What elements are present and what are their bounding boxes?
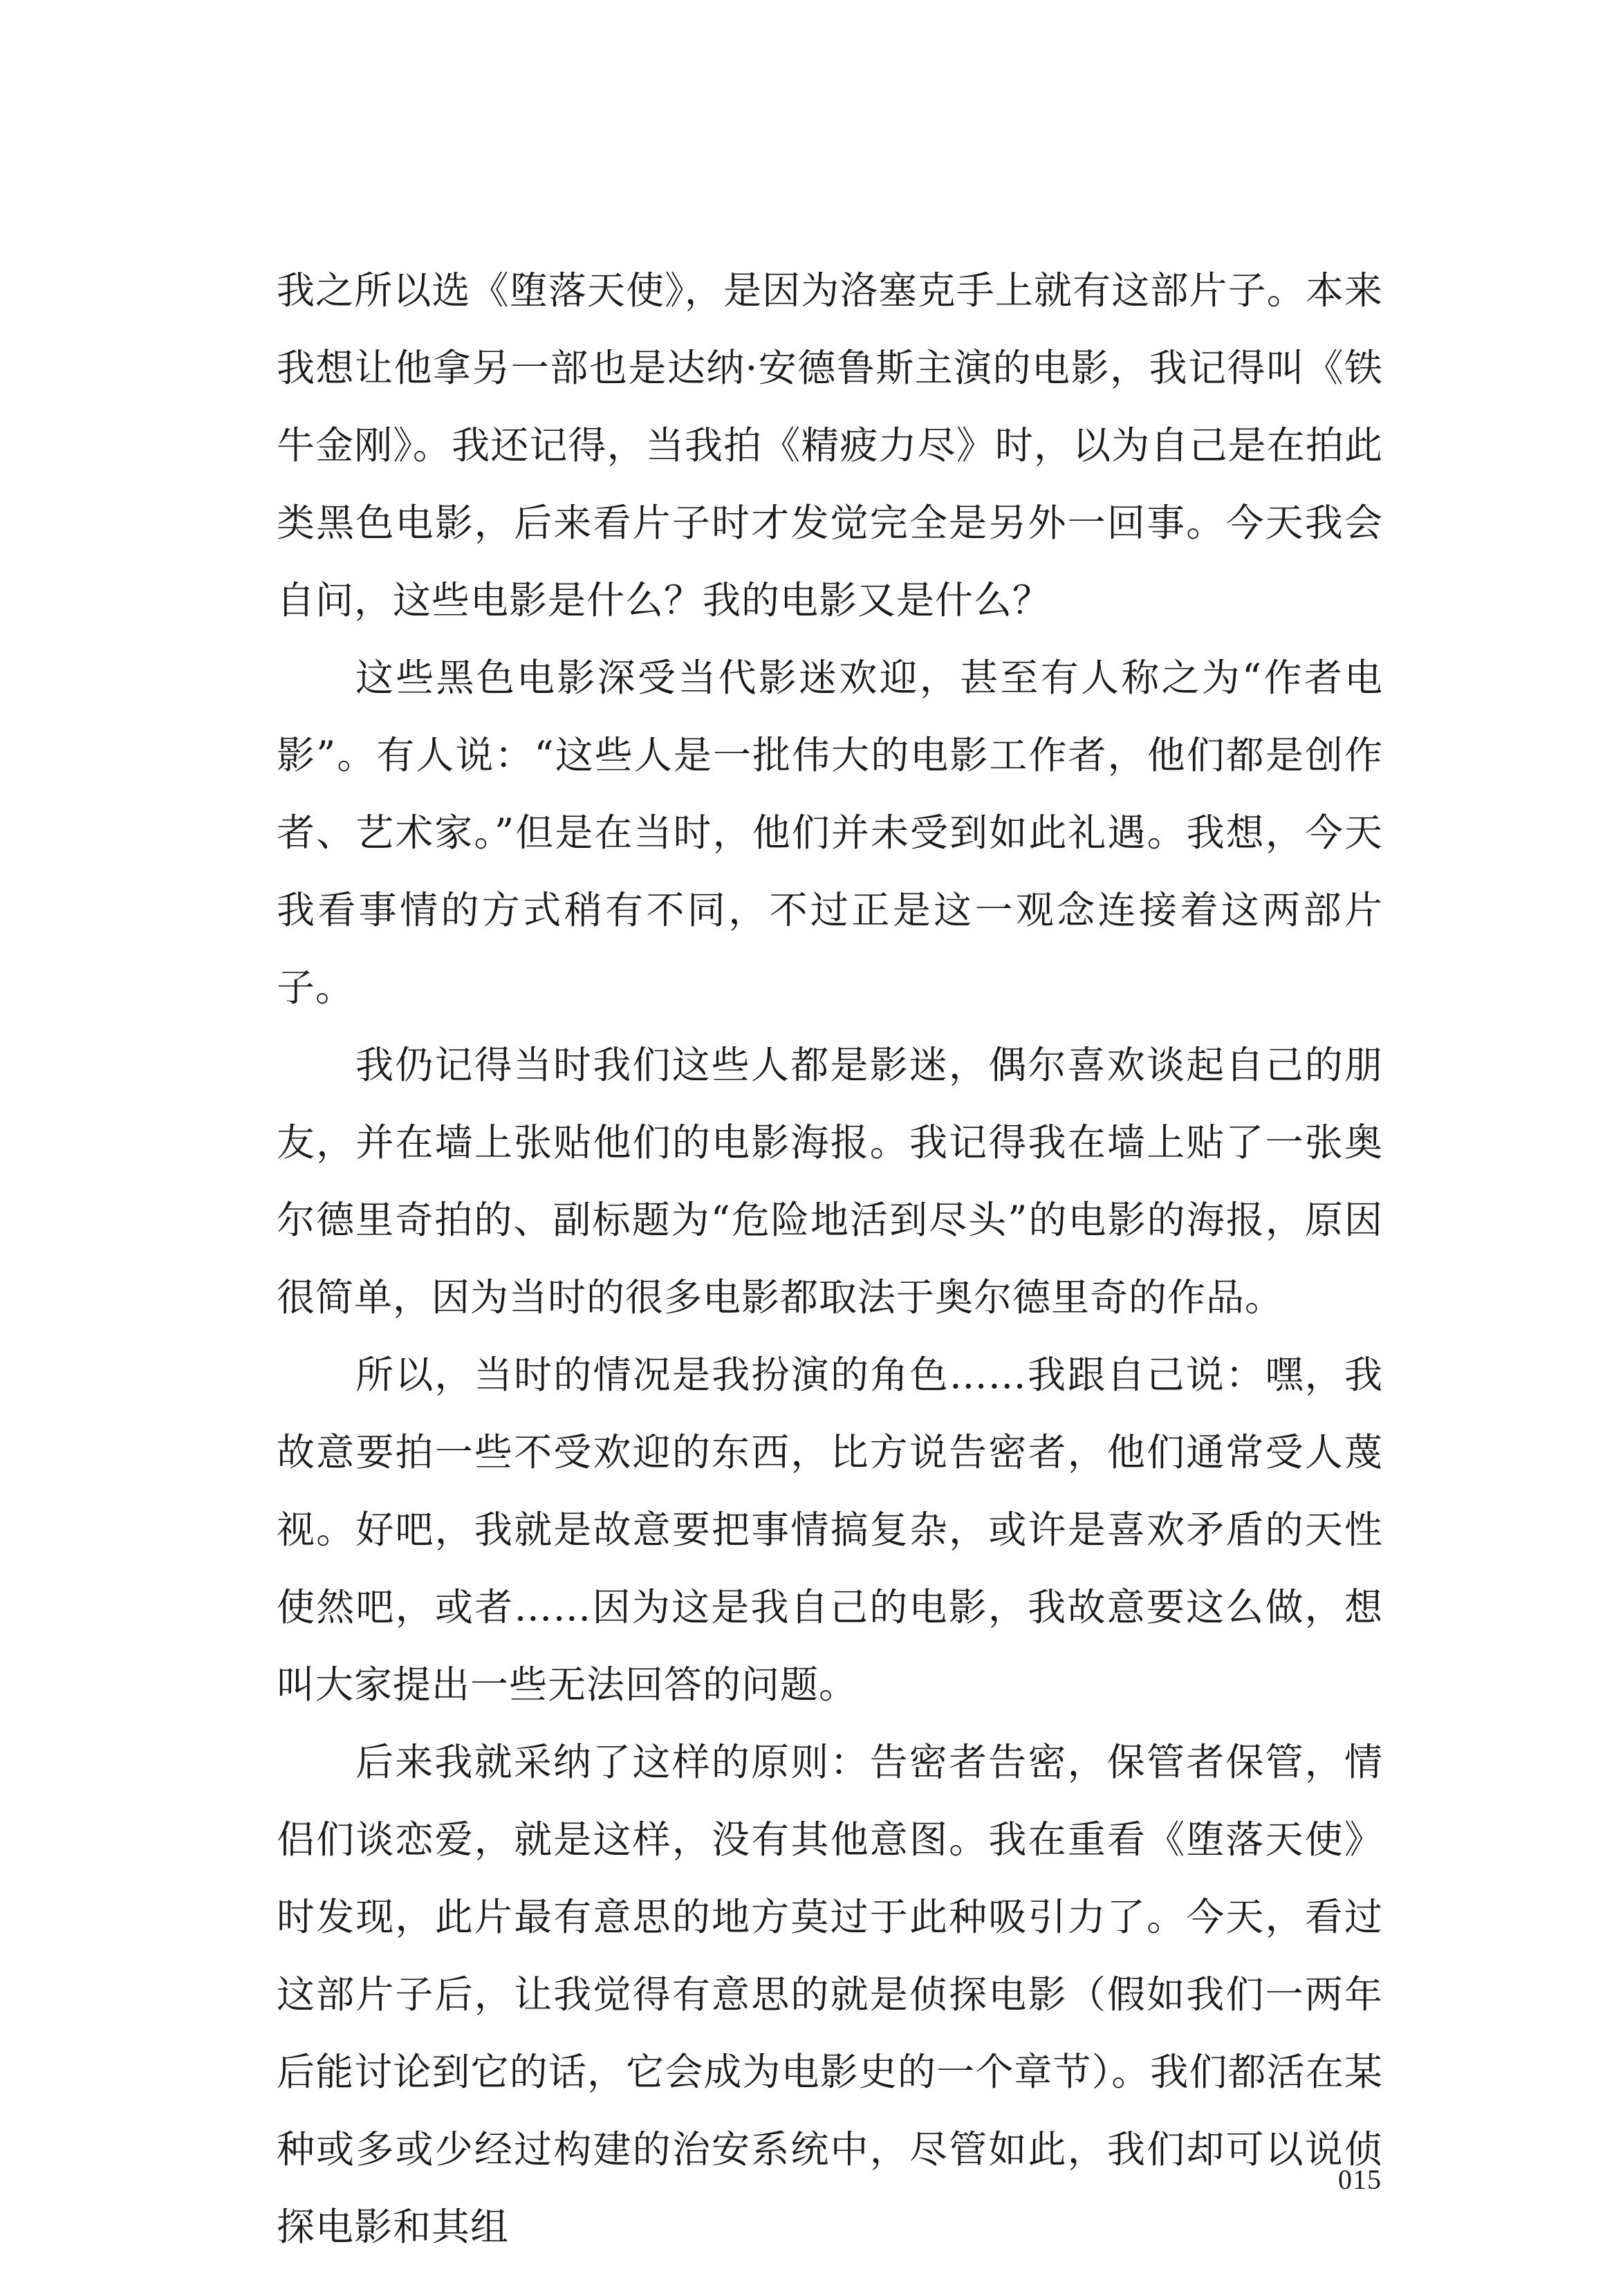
body-text (277, 252, 1383, 2266)
paragraph-2: 这些黑色电影深受当代影迷欢迎，甚至有人称之为“作者电影”。有人说：“这些人是一批伟大的电影工作者，他们都是创作者、艺术家。”但是在当时，他们并未受到如此礼遇。我想，今天我看事情的方式稍有不同，不过正是这一观念连接着这两部片子。 (277, 656, 1383, 1010)
paragraph-5: 后来我就采纳了这样的原则：告密者告密，保管者保管，情侣们谈恋爱，就是这样，没有其他意图。我在重看《堕落天使》时发现，此片最有意思的地方莫过于此种吸引力了。今天，看过这部片子后，让我觉得有意思的就是侦探电影（假如我们一两年后能讨论到它的话，它会成为电影史的一个章节）。我们都活在某种或多或少经过构建的治安系统中，尽管如此，我们却可以说侦探电影和其组 (277, 1740, 1383, 2249)
paragraph-3: 我仍记得当时我们这些人都是影迷，偶尔喜欢谈起自己的朋友，并在墙上张贴他们的电影海报。我记得我在墙上贴了一张奥尔德里奇拍的、副标题为“危险地活到尽头”的电影的海报，原因很简单，因为当时的很多电影都取法于奥尔德里奇的作品。 (277, 1043, 1383, 1320)
paragraph-4: 所以，当时的情况是我扮演的角色……我跟自己说：嘿，我故意要拍一些不受欢迎的东西，比方说告密者，他们通常受人蔑视。好吧，我就是故意要把事情搞复杂，或许是喜欢矛盾的天性使然吧，或者……因为这是我自己的电影，我故意要这么做，想叫大家提出一些无法回答的问题。 (277, 1353, 1383, 1707)
page-number: 015 (1338, 2164, 1382, 2195)
paragraph-1: 我之所以选《堕落天使》，是因为洛塞克手上就有这部片子。本来我想让他拿另一部也是达纳·安德鲁斯主演的电影，我记得叫《铁牛金刚》。我还记得，当我拍《精疲力尽》时，以为自己是在拍此类黑色电影，后来看片子时才发觉完全是另外一回事。今天我会自问，这些电影是什么？我的电影又是什么？ (277, 268, 1383, 622)
